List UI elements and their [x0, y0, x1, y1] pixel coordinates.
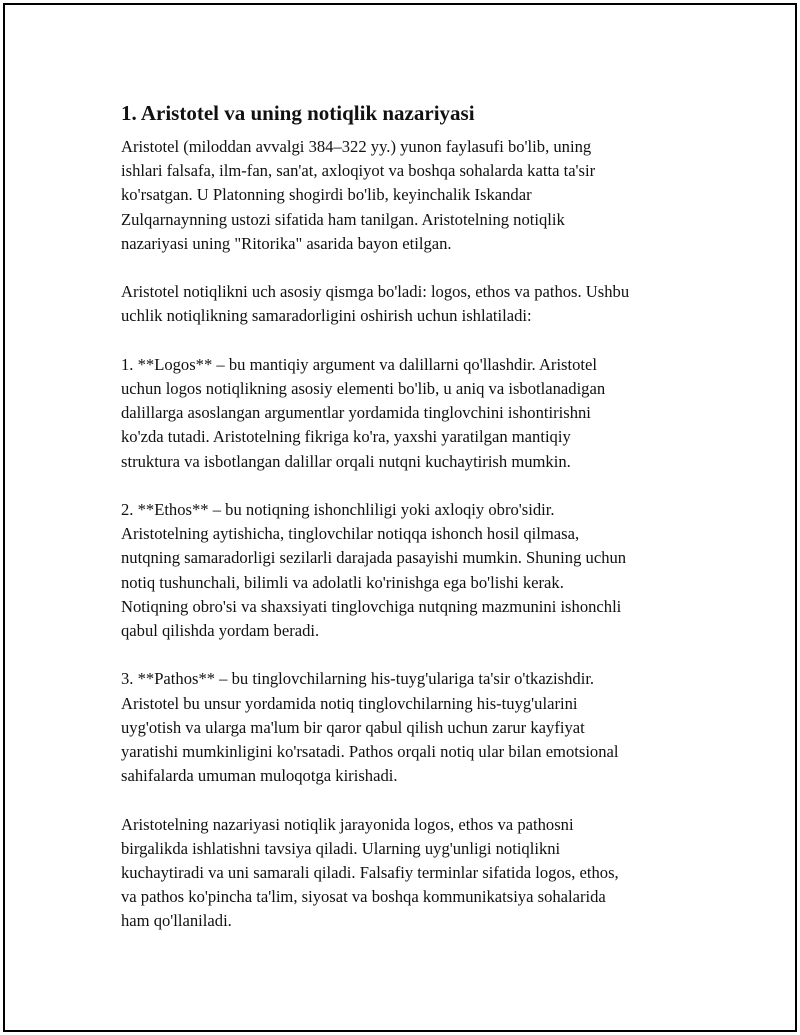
paragraph-pathos [121, 667, 701, 788]
text-line: Aristotelning aytishicha, tinglovchilar notiqqa ishonch hosil qilmasa, [121, 524, 580, 544]
text-line: nutqning samaradorligi sezilarli darajada pasayishi mumkin. Shuning uchun [121, 548, 627, 568]
text-line: 1. **Logos** – bu mantiqiy argument va dalillarni qo'llashdir. Aristotel [121, 354, 598, 374]
text-line: Aristotelning nazariyasi notiqlik jarayonida logos, ethos va pathosni [121, 814, 574, 834]
paragraph-three-parts [121, 280, 701, 328]
paragraph-gap [121, 788, 701, 812]
text-line: nazariyasi uning "Ritorika" asarida bayon etilgan. [121, 233, 452, 253]
text-line: yaratishi mumkinligini ko'rsatadi. Pathos orqali notiq ular bilan emotsional [121, 742, 619, 762]
text-line: ko'zda tutadi. Aristotelning fikriga ko'ra, yaxshi yaratilgan mantiqiy [121, 427, 571, 447]
text-line: Aristotel (miloddan avvalgi 384–322 yy.) yunon faylasufi bo'lib, uning [121, 137, 592, 156]
text-line: Aristotel notiqlikni uch asosiy qismga bo'ladi: logos, ethos va pathos. Ushbu [121, 282, 630, 302]
paragraph-intro [121, 135, 701, 256]
paragraph-logos [121, 353, 701, 474]
text-line: ishlari falsafa, ilm-fan, san'at, axloqiyot va boshqa sohalarda katta ta'sir [121, 161, 596, 181]
text-line: notiq tushunchali, bilimli va adolatli ko'rinishga ega bo'lishi kerak. [121, 572, 564, 592]
paragraph-gap [121, 474, 701, 498]
text-line: uyg'otish va ularga ma'lum bir qaror qabul qilish uchun zarur kayfiyat [121, 717, 585, 737]
paragraph-gap [121, 329, 701, 353]
text-line: uchun logos notiqlikning asosiy elementi bo'lib, u aniq va isbotlanadigan [121, 379, 606, 398]
text-line: birgalikda ishlatishni tavsiya qiladi. Ularning uyg'unligi notiqlikni [121, 838, 561, 858]
text-line: Notiqning obro'si va shaxsiyati tinglovchiga nutqning mazmunini ishonchli [121, 596, 622, 616]
text-line: qabul qilishda yordam beradi. [121, 621, 320, 641]
document-content [121, 101, 701, 934]
text-line: Zulqarnaynning ustozi sifatida ham tanilgan. Aristotelning notiqlik [121, 209, 565, 229]
text-line: ham qo'llaniladi. [121, 911, 232, 931]
text-line: 2. **Ethos** – bu notiqning ishonchliligi yoki axloqiy obro'sidir. [121, 500, 555, 519]
document-page [3, 3, 797, 1032]
text-line: ko'rsatgan. U Platonning shogirdi bo'lib, keyinchalik Iskandar [121, 185, 532, 205]
text-line: struktura va isbotlangan dalillar orqali nutqni kuchaytirish mumkin. [121, 451, 571, 471]
text-line: sahifalarda umuman muloqotga kirishadi. [121, 766, 398, 786]
paragraph-ethos [121, 498, 701, 643]
paragraph-gap [121, 643, 701, 667]
paragraph-gap [121, 256, 701, 280]
text-line: kuchaytiradi va uni samarali qiladi. Falsafiy terminlar sifatida logos, ethos, [121, 863, 619, 883]
text-line: uchlik notiqlikning samaradorligini oshirish uchun ishlatiladi: [121, 306, 532, 326]
section-title: 1. Aristotel va uning notiqlik nazariyasi [121, 101, 475, 125]
text-line: dalillarga asoslangan argumentlar yordamida tinglovchini ishontirishni [121, 403, 591, 423]
text-line: Aristotel bu unsur yordamida notiq tinglovchilarning his-tuyg'ularini [121, 693, 578, 713]
text-line: va pathos ko'pincha ta'lim, siyosat va boshqa kommunikatsiya sohalarida [121, 887, 606, 907]
text-line: 3. **Pathos** – bu tinglovchilarning his-tuyg'ulariga ta'sir o'tkazishdir. [121, 669, 595, 689]
paragraph-conclusion [121, 813, 701, 934]
